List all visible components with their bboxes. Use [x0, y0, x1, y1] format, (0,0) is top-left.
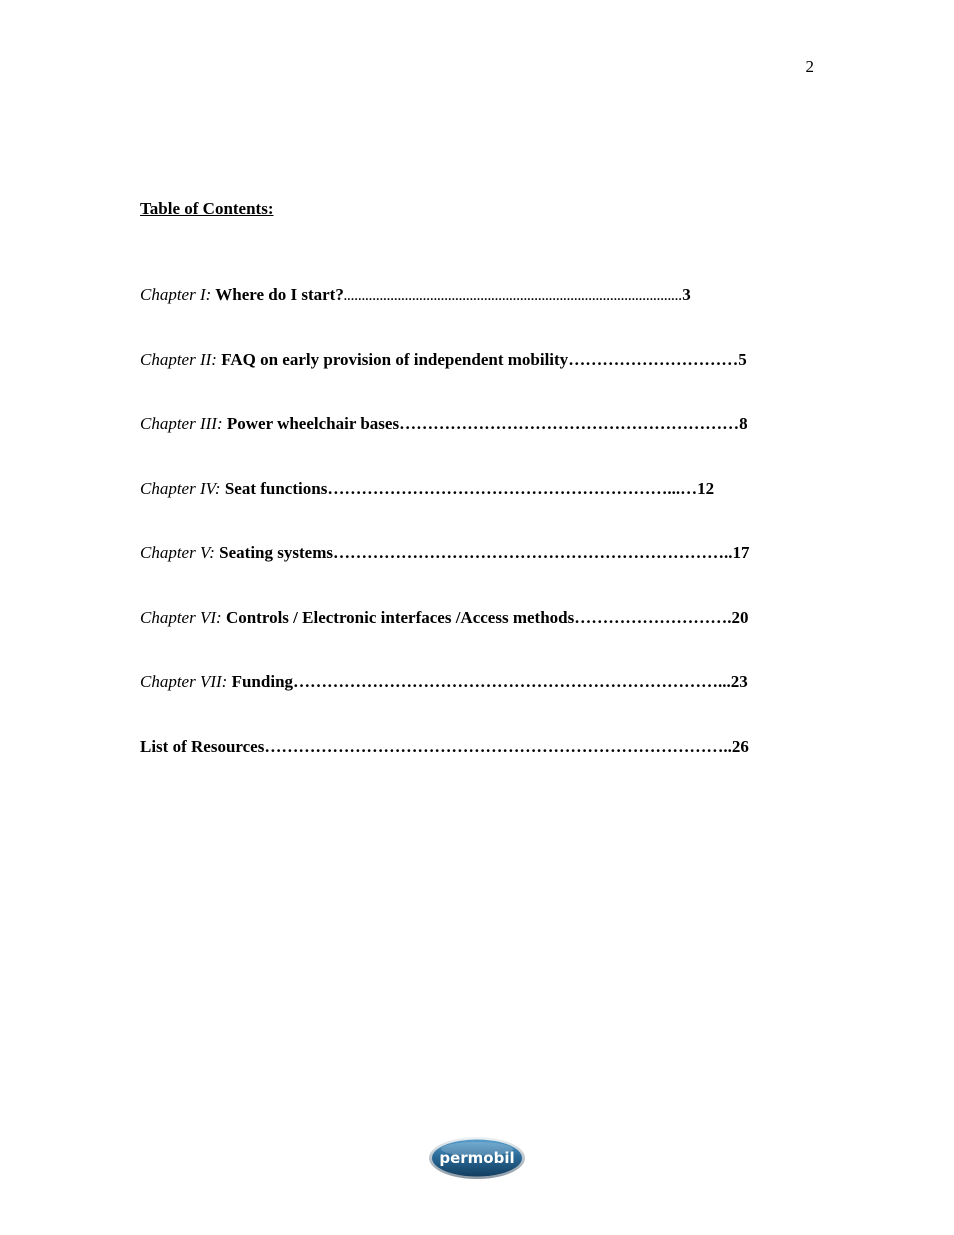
chapter-label: Chapter IV: [140, 479, 221, 498]
toc-entry-chapter-3[interactable] [140, 413, 811, 435]
entry-title: Power wheelchair bases [222, 414, 400, 433]
toc-entry-chapter-4[interactable] [140, 478, 811, 500]
entry-page-number: 20 [731, 608, 749, 627]
toc-entry-chapter-2[interactable] [140, 349, 811, 371]
chapter-label: Chapter VII: [140, 672, 228, 691]
toc-entry-list-of-resources[interactable] [140, 736, 811, 758]
dot-leader: ………………………………………………………………………. [264, 737, 728, 756]
page-number: 2 [805, 57, 814, 76]
dot-leader: .............................................................................................. [343, 289, 683, 303]
permobil-logo [428, 1136, 526, 1180]
chapter-label: Chapter III: [140, 414, 223, 433]
logo-wordmark: permobil [439, 1149, 515, 1167]
chapter-label: Chapter II: [140, 350, 217, 369]
dot-leader: ………………………………………………………………….. [293, 672, 727, 691]
entry-page-number: 3 [682, 285, 691, 304]
dot-leader: ………………………. [574, 608, 732, 627]
toc-entry-chapter-1[interactable] [140, 284, 811, 307]
entry-page-number: 8 [739, 414, 748, 433]
entry-title: Seating systems [214, 543, 333, 562]
entry-title: FAQ on early provision of independent mobility [216, 350, 569, 369]
entry-title: List of Resources [140, 737, 265, 756]
entry-page-number: 12 [697, 479, 715, 498]
dot-leader: …………………………………………………… [399, 414, 740, 433]
entry-page-number: .17 [728, 543, 750, 562]
toc-entry-chapter-7[interactable] [140, 671, 811, 693]
dot-leader: ……………………………………………………………. [332, 543, 729, 562]
entry-title: Funding [227, 672, 294, 691]
chapter-label: Chapter V: [140, 543, 215, 562]
toc-heading: Table of Contents: [140, 199, 274, 218]
toc-entry-chapter-5[interactable] [140, 542, 811, 564]
entry-page-number: .26 [727, 737, 749, 756]
entry-page-number: .23 [726, 672, 748, 691]
entry-page-number: 5 [738, 350, 747, 369]
entry-title: Where do I start? [211, 285, 344, 304]
dot-leader: ……………………………………………………...… [327, 479, 698, 498]
toc-entry-chapter-6[interactable] [140, 607, 811, 629]
chapter-label: Chapter VI: [140, 608, 222, 627]
chapter-label: Chapter I: [140, 285, 212, 304]
dot-leader: ………………………… [568, 350, 739, 369]
entry-title: Seat functions [220, 479, 328, 498]
entry-title: Controls / Electronic interfaces /Access methods [221, 608, 575, 627]
